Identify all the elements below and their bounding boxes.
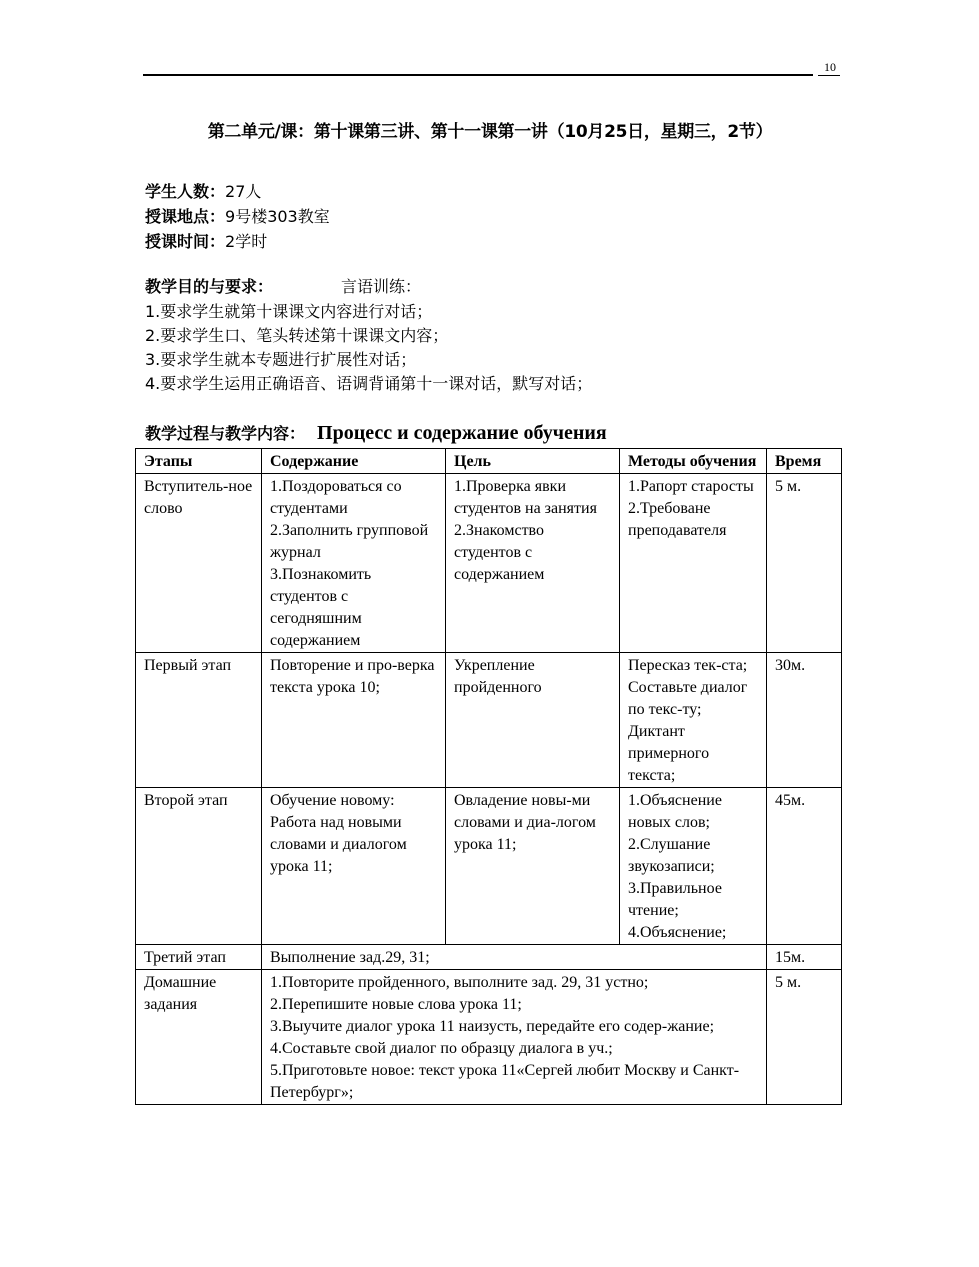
table-row	[136, 788, 842, 945]
cell-line: 1.Объяснение новых слов;	[628, 792, 722, 831]
header-stages: Этапы	[136, 449, 262, 474]
goal-cell	[446, 788, 620, 945]
cell-line: 2.Знакомство студентов с содержанием	[454, 522, 545, 583]
process-heading-ru: Процесс и содержание обучения	[317, 422, 607, 444]
stage-cell: Второй этап	[136, 788, 262, 945]
cell-line: 4.Объяснение;	[628, 924, 727, 941]
header-rule	[143, 74, 813, 76]
time-cell: 5 м.	[767, 970, 842, 1105]
process-heading-cn: 教学过程与教学内容：	[145, 424, 306, 443]
cell-line: Укрепление пройденного	[454, 657, 542, 696]
goals-section	[145, 275, 592, 396]
homework-item: 3.Выучите диалог урока 11 наизусть, передайте его содер-жание;	[270, 1018, 715, 1035]
homework-item: 4.Составьте свой диалог по образцу диалога в уч.;	[270, 1040, 613, 1057]
stage-cell: Вступитель-ное слово	[136, 474, 262, 653]
cell-line: 3.Правильное чтение;	[628, 880, 722, 919]
page-number-underline	[818, 75, 840, 76]
stage-cell: Первый этап	[136, 653, 262, 788]
homework-item: 5.Приготовьте новое: текст урока 11«Сергей любит Москву и Санкт-Петербург»;	[270, 1062, 740, 1101]
methods-cell	[620, 474, 767, 653]
cell-line: 1.Проверка явки студентов на занятия	[454, 478, 597, 517]
lesson-plan-table	[135, 448, 842, 1105]
time-line	[145, 229, 330, 254]
time-value: 2学时	[225, 232, 268, 251]
cell-line: Пересказ тек-ста; Составьте диалог по текс-ту; Диктант примерного текста;	[628, 657, 748, 784]
cell-line: 1.Поздороваться со студентами	[270, 478, 402, 517]
cell-line: 2.Слушание звукозаписи;	[628, 836, 715, 875]
cell-line: 1.Рапорт старосты	[628, 478, 754, 495]
page-number: 10	[824, 60, 836, 74]
cell-line: 2.Требоване преподавателя	[628, 500, 727, 539]
location-label: 授课地点：	[145, 207, 226, 226]
students-line	[145, 179, 330, 204]
table-row	[136, 653, 842, 788]
lesson-title: 第二单元/课：第十课第三讲、第十一课第一讲（10月25日，星期三，2节）	[207, 122, 773, 142]
time-label: 授课时间：	[145, 232, 226, 251]
stage-cell: Третий этап	[136, 945, 262, 970]
content-cell	[262, 788, 446, 945]
homework-cell	[262, 970, 767, 1105]
cell-line: 2.Заполнить групповой журнал	[270, 522, 429, 561]
merged-content-cell: Выполнение зад.29, 31;	[262, 945, 767, 970]
students-label: 学生人数：	[145, 182, 226, 201]
goal-item: 4.要求学生运用正确语音、语调背诵第十一课对话，默写对话；	[145, 374, 593, 393]
methods-cell	[620, 653, 767, 788]
students-value: 27人	[225, 182, 262, 201]
process-heading	[145, 421, 607, 445]
goal-cell	[446, 653, 620, 788]
location-value: 9号楼303教室	[225, 207, 330, 226]
goals-heading: 教学目的与要求：	[145, 277, 274, 296]
time-cell: 45м.	[767, 788, 842, 945]
table-row	[136, 945, 842, 970]
table-row	[136, 970, 842, 1105]
goal-item: 1.要求学生就第十课课文内容进行对话；	[145, 302, 433, 321]
time-cell: 5 м.	[767, 474, 842, 653]
header-methods: Методы обучения	[620, 449, 767, 474]
goal-item: 3.要求学生就本专题进行扩展性对话；	[145, 350, 417, 369]
goal-item: 2.要求学生口、笔头转述第十课课文内容；	[145, 326, 449, 345]
time-cell: 15м.	[767, 945, 842, 970]
goals-subheading: 言语训练：	[341, 277, 422, 296]
methods-cell	[620, 788, 767, 945]
header-time: Время	[767, 449, 842, 474]
header-goal: Цель	[446, 449, 620, 474]
table-row	[136, 474, 842, 653]
table-header-row	[136, 449, 842, 474]
header-content: Содержание	[262, 449, 446, 474]
cell-line: Повторение и про-верка текста урока 10;	[270, 657, 435, 696]
lesson-info	[145, 179, 330, 254]
cell-line: 3.Познакомить студентов с сегодняшним содержанием	[270, 566, 372, 649]
cell-line: Овладение новы-ми словами и диа-логом урока 11;	[454, 792, 596, 853]
homework-item: 1.Повторите пройденного, выполните зад. 29, 31 устно;	[270, 974, 649, 991]
location-line	[145, 204, 330, 229]
content-cell	[262, 474, 446, 653]
time-cell: 30м.	[767, 653, 842, 788]
stage-cell: Домашние задания	[136, 970, 262, 1105]
goals-heading-row	[145, 275, 592, 300]
cell-line: Обучение новому: Работа над новыми словами и диалогом урока 11;	[270, 792, 407, 875]
homework-item: 2.Перепишите новые слова урока 11;	[270, 996, 522, 1013]
content-cell	[262, 653, 446, 788]
goal-cell	[446, 474, 620, 653]
